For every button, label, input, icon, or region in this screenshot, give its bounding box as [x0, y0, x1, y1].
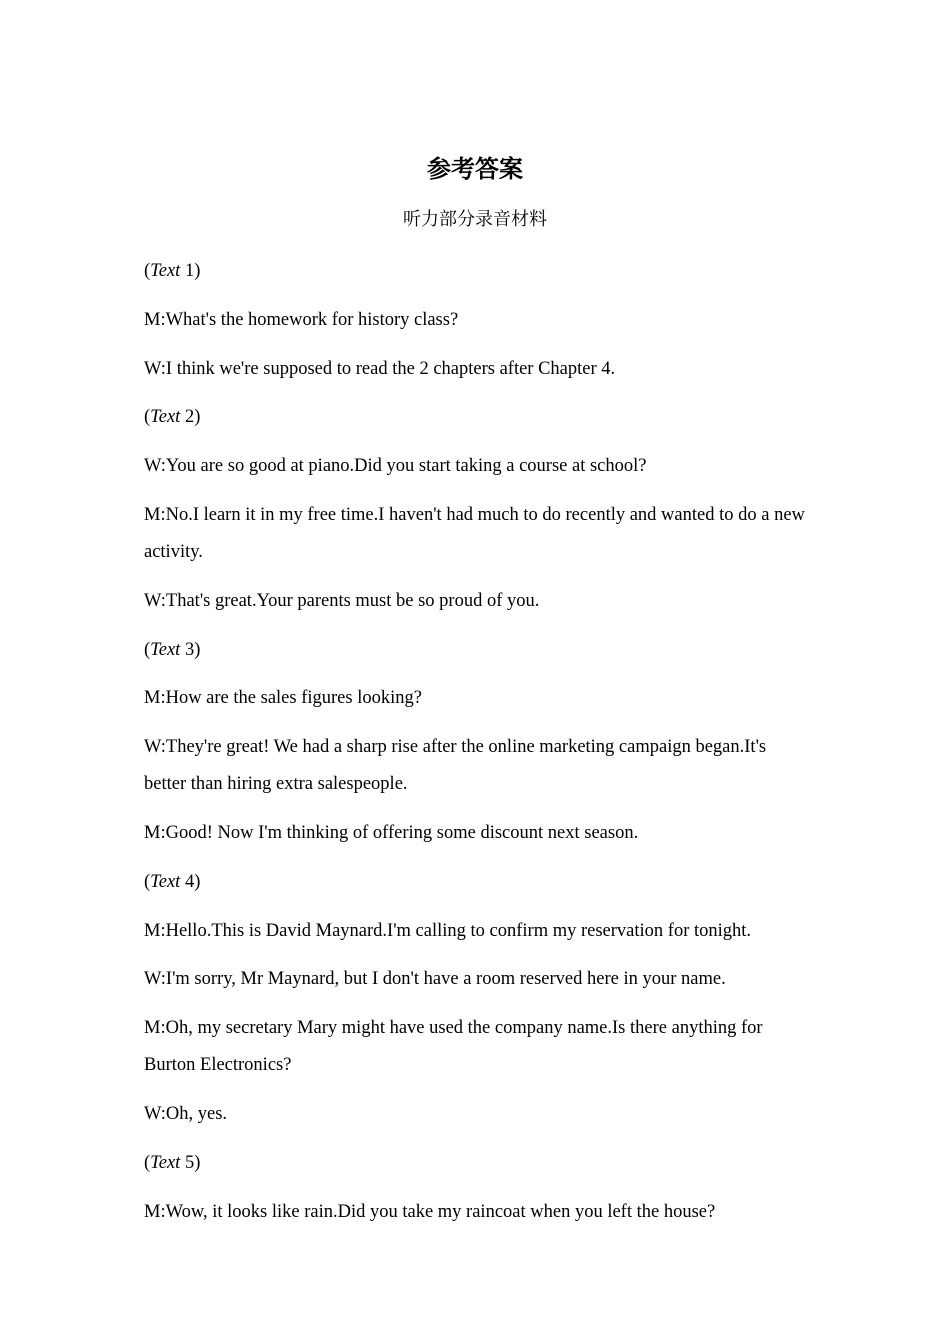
text-heading-label: Text — [150, 1152, 181, 1173]
dialogue-line: W:That's great.Your parents must be so proud of you. — [144, 590, 540, 611]
text-heading-number: 3 — [180, 639, 195, 660]
transcript-body — [144, 253, 806, 1242]
text-heading: (Text 4) — [144, 871, 201, 892]
text-heading-number: 1 — [180, 261, 195, 281]
dialogue-line: M:No.I learn it in my free time.I haven't had much to do recently and wanted to do a new activity. — [144, 504, 805, 562]
text-heading-number: 4 — [180, 871, 195, 892]
text-heading-label: Text — [150, 871, 181, 892]
text-heading: (Text 3) — [144, 639, 201, 660]
text-heading: (Text 5) — [144, 1152, 201, 1173]
dialogue-line: M:Oh, my secretary Mary might have used the company name.Is there anything for Burton Electronics? — [144, 1018, 763, 1076]
dialogue-line: W:I'm sorry, Mr Maynard, but I don't have a room reserved here in your name. — [144, 969, 726, 990]
text-heading-label: Text — [150, 407, 181, 428]
document-page — [144, 0, 806, 1344]
dialogue-line: M:Good! Now I'm thinking of offering some discount next season. — [144, 822, 639, 843]
text-heading-number: 5 — [180, 1152, 195, 1173]
dialogue-line: W:You are so good at piano.Did you start taking a course at school? — [144, 456, 647, 477]
text-heading: (Text 1) — [144, 261, 201, 281]
text-heading-label: Text — [150, 261, 181, 281]
dialogue-line: M:Wow, it looks like rain.Did you take my raincoat when you left the house? — [144, 1201, 716, 1222]
dialogue-line: W:They're great! We had a sharp rise after the online marketing campaign began.It's better than hiring extra salespeople. — [144, 737, 767, 795]
dialogue-line: M:What's the homework for history class? — [144, 309, 459, 330]
page-title: 参考答案 — [427, 155, 523, 183]
text-heading-label: Text — [150, 639, 181, 660]
dialogue-line: M:Hello.This is David Maynard.I'm calling to confirm my reservation for tonight. — [144, 920, 752, 941]
page-subtitle: 听力部分录音材料 — [403, 209, 547, 230]
dialogue-line: M:How are the sales figures looking? — [144, 688, 422, 709]
text-heading-number: 2 — [180, 407, 195, 428]
dialogue-line: W:Oh, yes. — [144, 1103, 228, 1124]
dialogue-line: W:I think we're supposed to read the 2 chapters after Chapter 4. — [144, 358, 616, 379]
text-heading: (Text 2) — [144, 407, 201, 428]
